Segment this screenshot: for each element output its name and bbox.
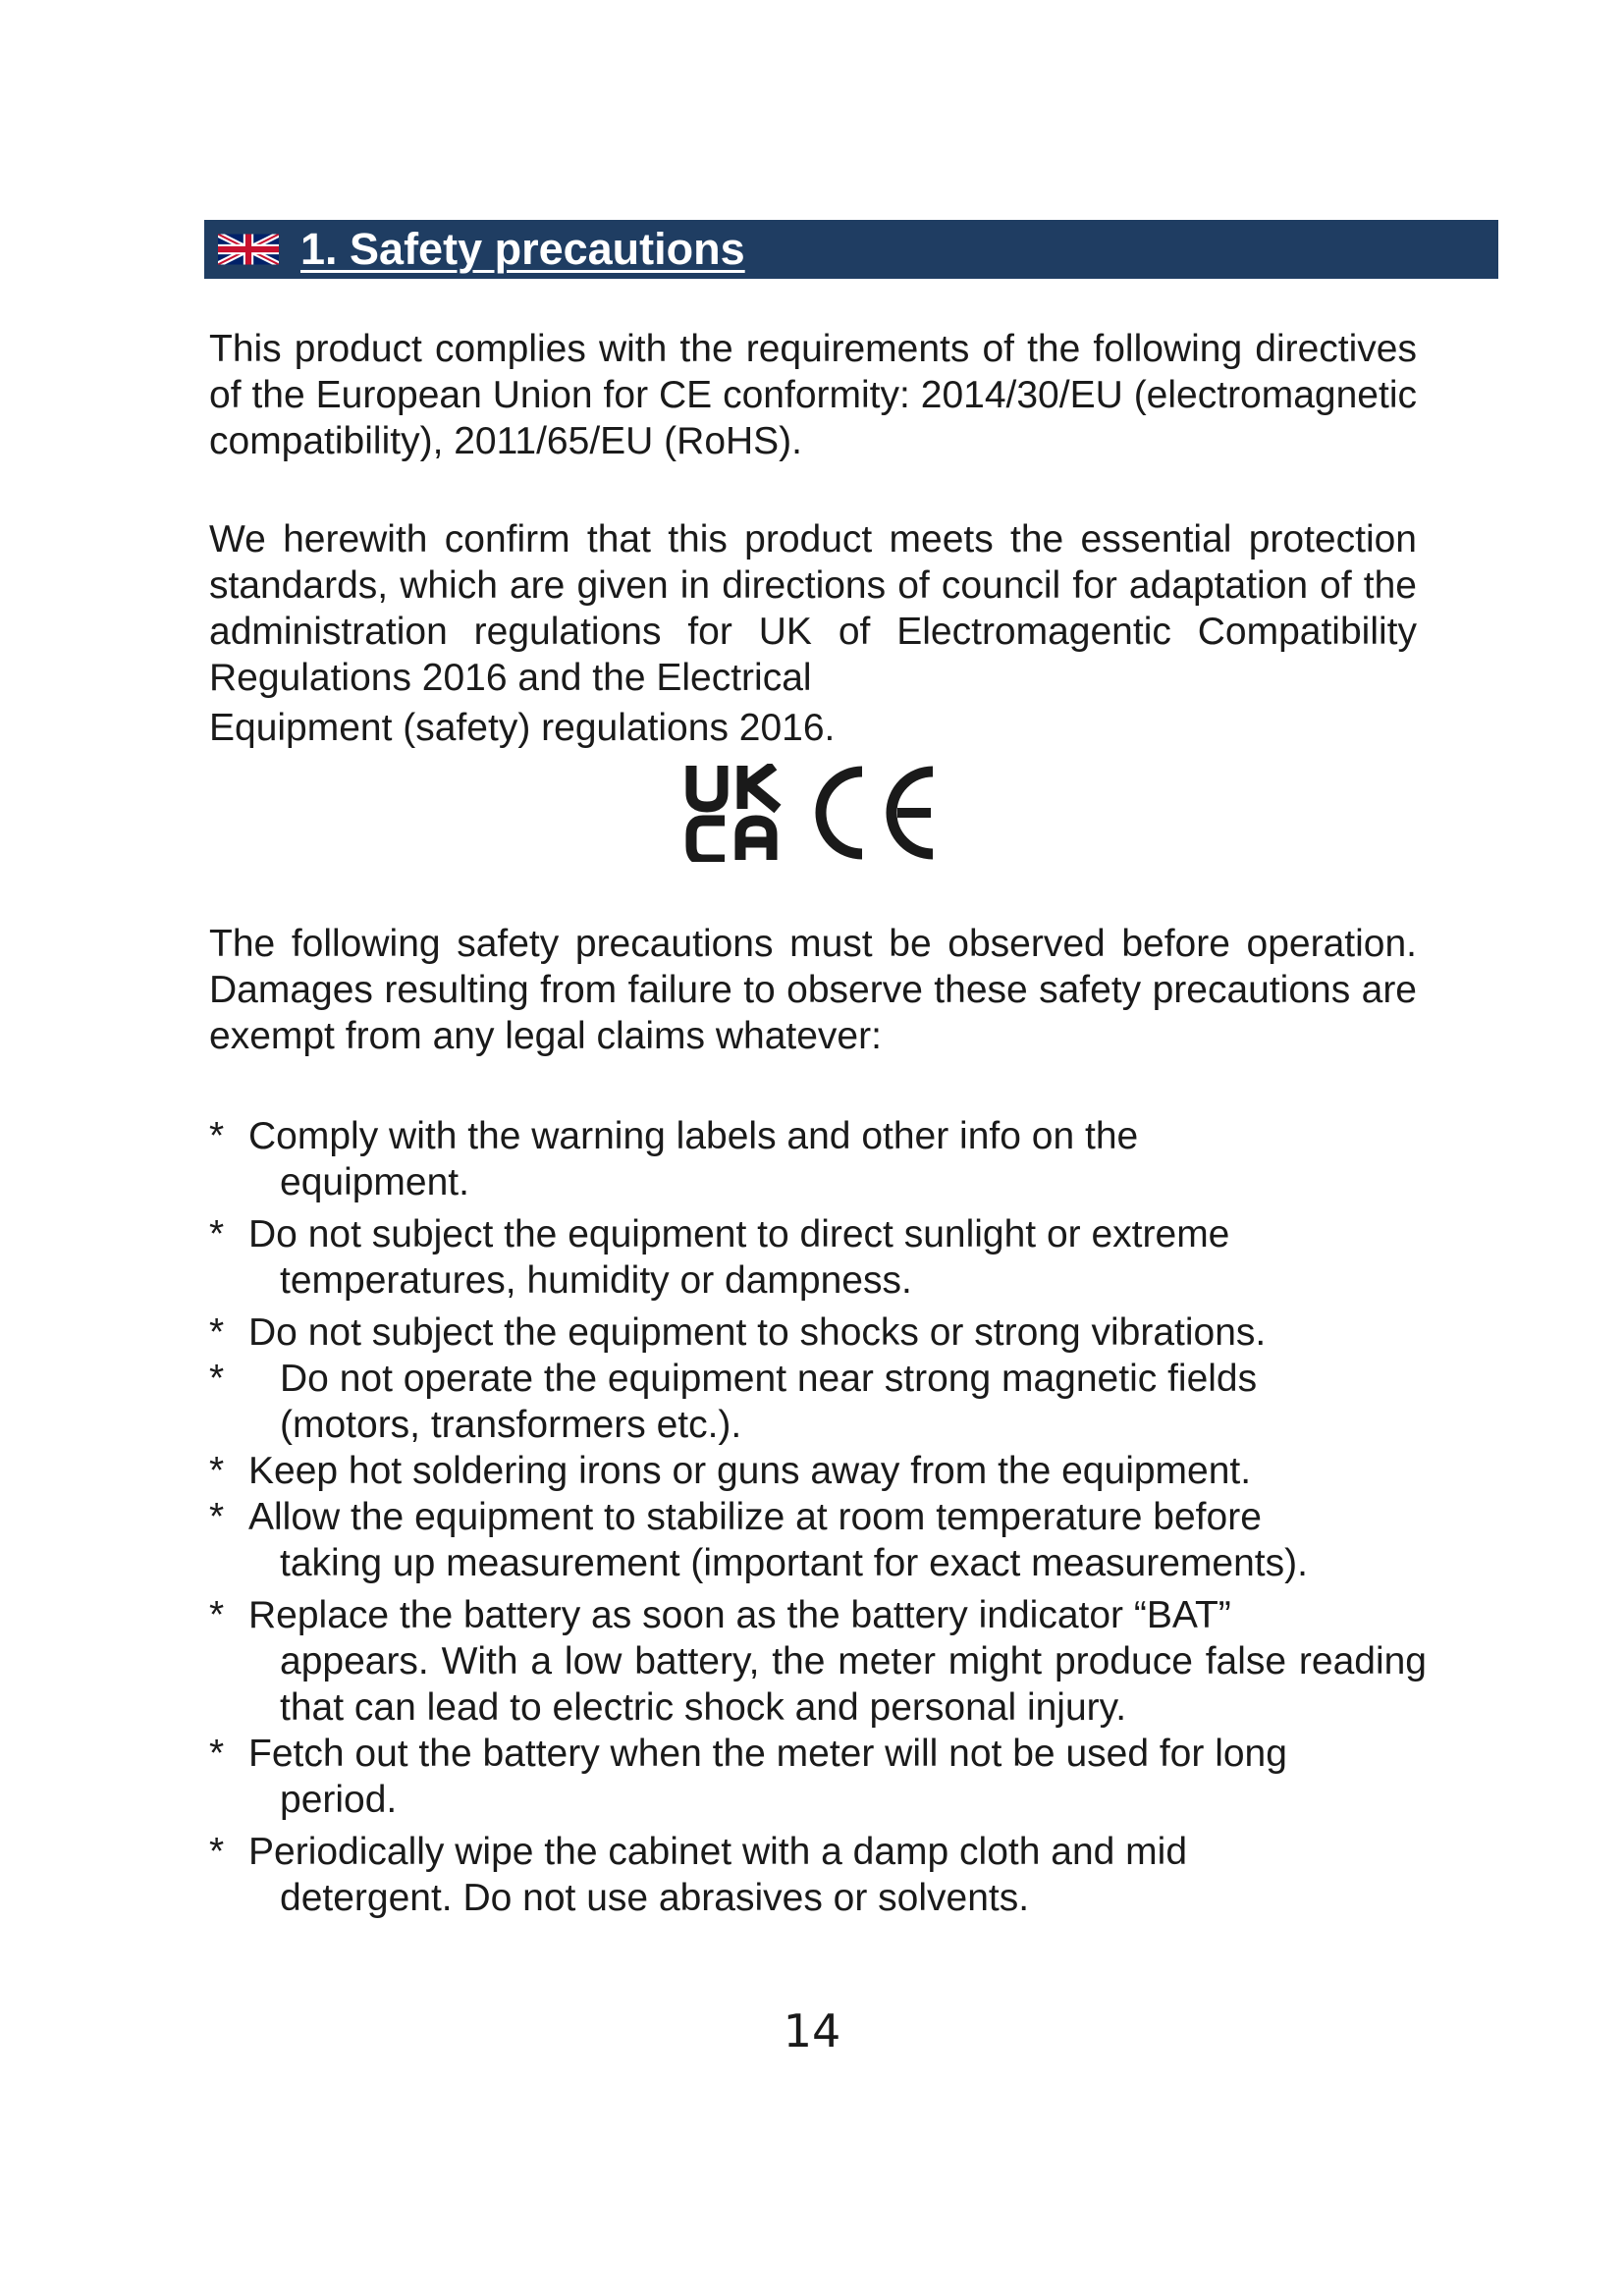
conformity-marks — [683, 764, 939, 862]
paragraph-precautions-intro: The following safety precautions must be observed before operation. Damages resulting from failure to observe these safety precautions are exempt from any legal claims whatever: — [209, 923, 1417, 1057]
list-item-continuation: temperatures, humidity or dampness. — [280, 1259, 912, 1302]
bullet-marker: * — [209, 1450, 225, 1492]
list-item-first-line: Allow the equipment to stabilize at room temperature before — [248, 1496, 1262, 1538]
bullet-marker: * — [209, 1358, 225, 1400]
list-item — [209, 1592, 1427, 1731]
paragraph-uk-conformity-body: We herewith confirm that this product meets the essential protection standards, which are given in directions of council for adaptation of the administration regulations for UK of Electromagentic Compatibility Regulations 2016 and the Electrical — [209, 518, 1417, 699]
list-item-first-line: Do not operate the equipment near strong magnetic fields — [280, 1358, 1258, 1400]
list-item-first-line: Comply with the warning labels and other info on the — [248, 1115, 1139, 1157]
list-item — [209, 1113, 1427, 1205]
list-item-continuation: detergent. Do not use abrasives or solvents. — [280, 1877, 1030, 1919]
list-item-first-line: Do not subject the equipment to direct sunlight or extreme — [248, 1213, 1230, 1255]
paragraph-uk-conformity-last-line: Equipment (safety) regulations 2016. — [209, 707, 836, 749]
list-item — [209, 1211, 1427, 1304]
list-item-continuation: appears. With a low battery, the meter might produce false reading that can lead to electric shock and personal injury. — [280, 1640, 1427, 1729]
bullet-marker: * — [209, 1496, 225, 1538]
list-item-first-line: Replace the battery as soon as the battery indicator “BAT” — [248, 1594, 1231, 1636]
bullet-marker: * — [209, 1311, 225, 1354]
list-item — [209, 1494, 1427, 1586]
list-item — [209, 1356, 1427, 1448]
list-item — [209, 1309, 1427, 1356]
bullet-marker: * — [209, 1831, 225, 1873]
ce-mark-icon — [811, 764, 939, 862]
list-item-continuation: equipment. — [280, 1161, 469, 1203]
list-item-continuation: (motors, transformers etc.). — [280, 1404, 742, 1446]
section-header — [204, 220, 1498, 279]
list-item — [209, 1731, 1427, 1823]
paragraph-ce-conformity: This product complies with the requirements of the following directives of the European Union for CE conformity: 2014/30/EU (electromagnetic compatibility), 2011/65/EU (RoHS). — [209, 328, 1417, 462]
list-item-continuation: period. — [280, 1779, 398, 1821]
precautions-list — [209, 1113, 1427, 1921]
bullet-marker: * — [209, 1594, 225, 1636]
list-item-first-line: Periodically wipe the cabinet with a damp cloth and mid — [248, 1831, 1188, 1873]
list-item — [209, 1829, 1427, 1921]
bullet-marker: * — [209, 1733, 225, 1775]
page-number: 14 — [783, 2004, 841, 2057]
paragraph-uk-conformity — [209, 516, 1417, 751]
bullet-marker: * — [209, 1115, 225, 1157]
list-item-continuation: taking up measurement (important for exact measurements). — [280, 1542, 1308, 1584]
uk-flag-icon — [218, 231, 279, 268]
list-item-first-line: Keep hot soldering irons or guns away from the equipment. — [248, 1450, 1252, 1492]
bullet-marker: * — [209, 1213, 225, 1255]
list-item-first-line: Fetch out the battery when the meter will not be used for long — [248, 1733, 1287, 1775]
list-item-first-line: Do not subject the equipment to shocks or strong vibrations. — [248, 1311, 1267, 1354]
ukca-mark-icon — [683, 764, 785, 862]
list-item — [209, 1448, 1427, 1494]
section-title: 1. Safety precautions — [300, 224, 745, 274]
